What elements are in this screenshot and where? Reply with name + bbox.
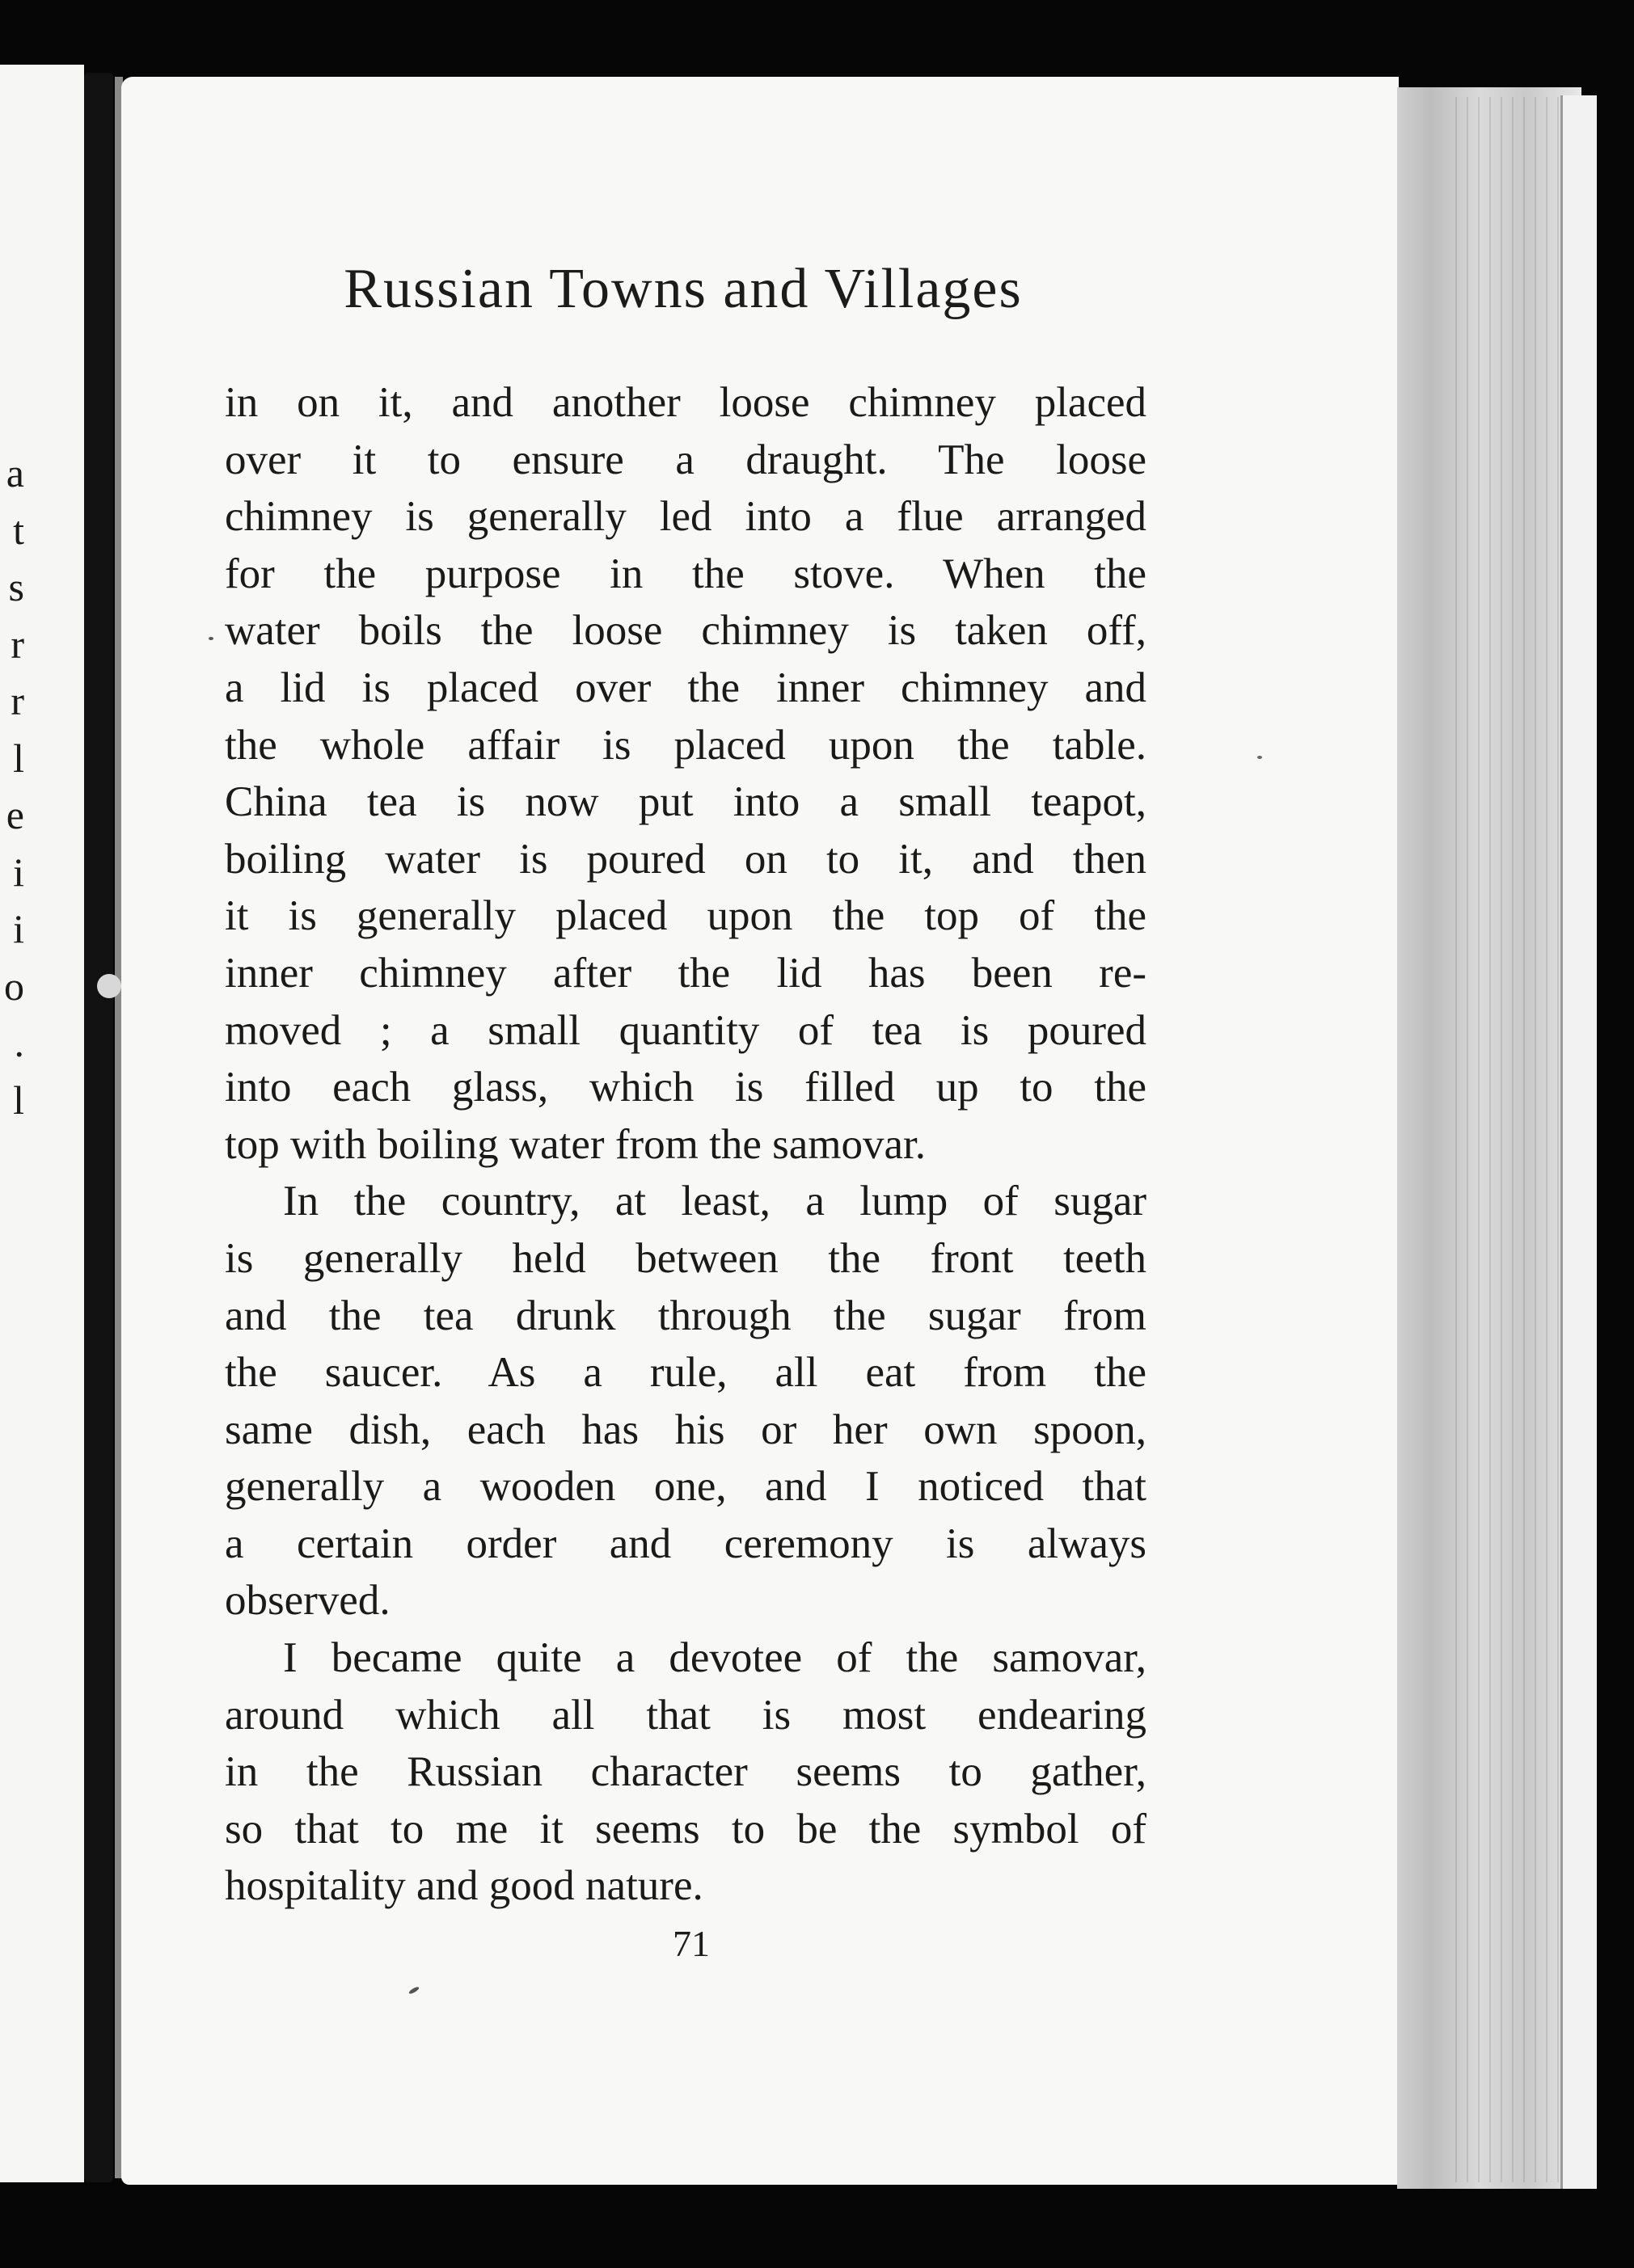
scan-speck bbox=[97, 974, 121, 998]
facing-page-letter: a bbox=[6, 450, 24, 495]
text-line: the saucer. As a rule, all eat from the bbox=[225, 1349, 1146, 1397]
text-line: In the country, at least, a lump of sugar bbox=[283, 1178, 1146, 1225]
facing-page-text bbox=[0, 445, 24, 1128]
text-line: so that to me it seems to be the symbol of bbox=[225, 1805, 1146, 1853]
running-head: Russian Towns and Villages bbox=[344, 258, 1023, 320]
facing-page-letter: r bbox=[11, 621, 24, 667]
text-line: in the Russian character seems to gather, bbox=[225, 1748, 1146, 1796]
text-line: is generally held between the front teeth bbox=[225, 1234, 1146, 1282]
text-line: and the tea drunk through the sugar from bbox=[225, 1292, 1146, 1339]
text-line: inner chimney after the lid has been re- bbox=[225, 949, 1146, 997]
facing-page-letter: l bbox=[13, 735, 24, 781]
scan-speck bbox=[209, 637, 213, 640]
facing-page-letter: s bbox=[8, 564, 24, 609]
facing-page-letter: i bbox=[13, 906, 24, 951]
text-line: generally a wooden one, and I noticed that bbox=[225, 1463, 1146, 1511]
text-line: around which all that is most endearing bbox=[225, 1691, 1146, 1739]
text-line: moved ; a small quantity of tea is poured bbox=[225, 1006, 1146, 1054]
text-line: a lid is placed over the inner chimney and bbox=[225, 664, 1146, 711]
text-line: it is generally placed upon the top of the bbox=[225, 892, 1146, 940]
page-stack-lines bbox=[1455, 97, 1577, 2182]
page-number: 71 bbox=[673, 1923, 710, 1964]
text-line: chimney is generally led into a flue arranged bbox=[225, 493, 1146, 541]
facing-page-edge bbox=[0, 65, 84, 2182]
text-line: for the purpose in the stove. When the bbox=[225, 550, 1146, 597]
facing-page-letter: r bbox=[11, 678, 24, 723]
page-outer-edge bbox=[1560, 95, 1597, 2189]
text-line: hospitality and good nature. bbox=[225, 1862, 703, 1910]
text-line: I became quite a devotee of the samovar, bbox=[283, 1634, 1146, 1682]
facing-page-letter: . bbox=[14, 1020, 24, 1065]
text-line: boiling water is poured on to it, and then bbox=[225, 835, 1146, 883]
facing-page-letter: i bbox=[13, 849, 24, 895]
facing-page-letter: e bbox=[6, 792, 24, 837]
book-spine bbox=[84, 73, 113, 2182]
facing-page-letter: l bbox=[13, 1077, 24, 1123]
text-line: same dish, each has his or her own spoon, bbox=[225, 1406, 1146, 1453]
text-line: a certain order and ceremony is always bbox=[225, 1520, 1146, 1567]
facing-page-letter: o bbox=[4, 963, 24, 1009]
text-line: over it to ensure a draught. The loose bbox=[225, 436, 1146, 483]
text-line: in on it, and another loose chimney placed bbox=[225, 379, 1146, 426]
text-line: the whole affair is placed upon the table. bbox=[225, 721, 1146, 769]
text-line: into each glass, which is filled up to the bbox=[225, 1064, 1146, 1111]
text-line: water boils the loose chimney is taken off, bbox=[225, 607, 1146, 655]
facing-page-letter: t bbox=[13, 507, 24, 553]
text-line: observed. bbox=[225, 1577, 391, 1625]
scan-speck bbox=[1257, 756, 1262, 759]
body-text bbox=[225, 374, 1146, 1915]
text-line: top with boiling water from the samovar. bbox=[225, 1120, 926, 1168]
text-line: China tea is now put into a small teapot, bbox=[225, 778, 1146, 826]
